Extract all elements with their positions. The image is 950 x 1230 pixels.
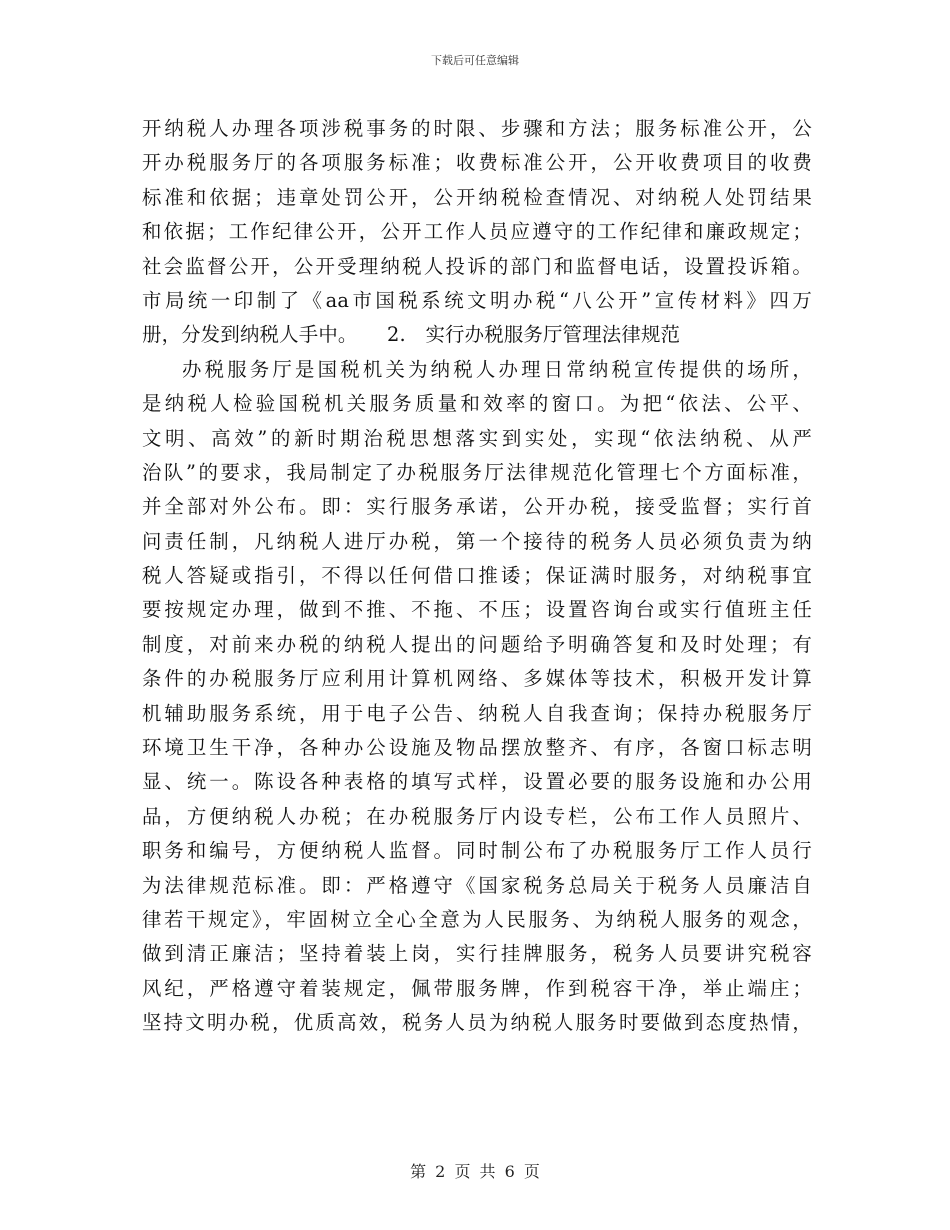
text-line: 为法律规范标准。即：严格遵守《国家税务总局关于税务人员廉洁自 [142,873,812,897]
page-number-footer: 第 2 页 共 6 页 [410,1162,540,1181]
text-line: 是纳税人检验国税机关服务质量和效率的窗口。为把“依法、公平、 [142,392,812,416]
text-line: 条件的办税服务厅应利用计算机网络、多媒体等技术，积极开发计算 [142,667,812,691]
text-line: 治队”的要求，我局制定了办税服务厅法律规范化管理七个方面标准， [142,460,812,484]
text-line: 坚持文明办税，优质高效，税务人员为纳税人服务时要做到态度热情， [142,1011,812,1035]
text-line-section-heading: 册，分发到纳税人手中。 2. 实行办税服务厅管理法律规范 [142,323,681,347]
text-line: 和依据；工作纪律公开，公开工作人员应遵守的工作纪律和廉政规定； [142,220,812,244]
text-line: 品，方便纳税人办税；在办税服务厅内设专栏，公布工作人员照片、 [142,804,812,828]
text-line: 税人答疑或指引，不得以任何借口推诿；保证满时服务，对纳税事宜 [142,564,812,588]
text-line: 问责任制，凡纳税人进厅办税，第一个接待的税务人员必须负责为纳 [142,529,812,553]
text-line: 机辅助服务系统，用于电子公告、纳税人自我查询；保持办税服务厅 [142,701,812,725]
text-line: 并全部对外公布。即：实行服务承诺，公开办税，接受监督；实行首 [142,495,812,519]
text-line: 开纳税人办理各项涉税事务的时限、步骤和方法；服务标准公开，公 [142,117,812,140]
text-line: 环境卫生干净，各种办公设施及物品摆放整齐、有序，各窗口标志明 [142,736,812,760]
text-line: 职务和编号，方便纳税人监督。同时制公布了办税服务厅工作人员行 [142,839,812,863]
text-line: 标准和依据；违章处罚公开，公开纳税检查情况、对纳税人处罚结果 [142,185,812,209]
text-line: 风纪，严格遵守着装规定，佩带服务牌，作到税容干净，举止端庄； [142,976,812,1000]
paragraph-first-line: 办税服务厅是国税机关为纳税人办理日常纳税宣传提供的场所， [182,357,812,381]
document-body [142,112,812,1041]
text-line: 要按规定办理，做到不推、不拖、不压；设置咨询台或实行值班主任 [142,598,812,622]
text-line: 律若干规定》，牢固树立全心全意为人民服务、为纳税人服务的观念， [142,907,812,931]
text-line: 开办税服务厅的各项服务标准；收费标准公开，公开收费项目的收费 [142,151,812,175]
text-line: 制度，对前来办税的纳税人提出的问题给予明确答复和及时处理；有 [142,632,812,656]
page-header-note: 下载后可任意编辑 [431,54,519,67]
text-line: 显、统一。陈设各种表格的填写式样，设置必要的服务设施和办公用 [142,770,812,794]
text-line: 社会监督公开，公开受理纳税人投诉的部门和监督电话，设置投诉箱。 [142,254,812,278]
text-line: 做到清正廉洁；坚持着装上岗，实行挂牌服务，税务人员要讲究税容 [142,942,812,966]
text-line: 市局统一印制了《aa市国税系统文明办税“八公开”宣传材料》四万 [142,288,812,312]
text-line: 文明、高效”的新时期治税思想落实到实处，实现“依法纳税、从严 [142,426,812,450]
